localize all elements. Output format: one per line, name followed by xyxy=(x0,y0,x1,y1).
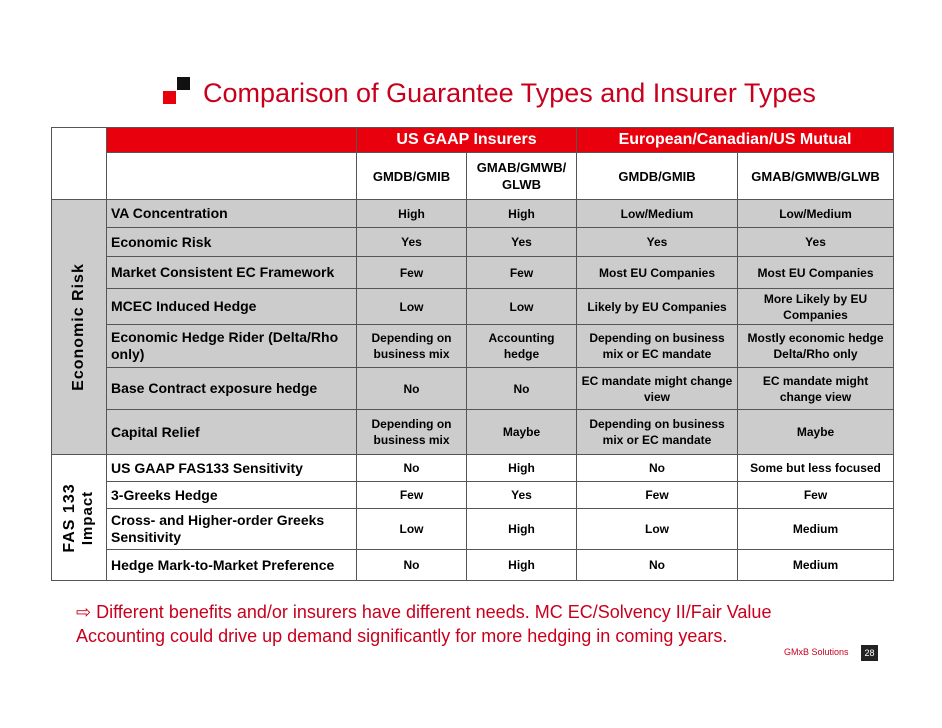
cell: Depending on business mix or EC mandate xyxy=(577,410,738,455)
corner-cell xyxy=(52,128,107,200)
subheader-blank xyxy=(107,153,357,200)
subheader-col3: GMDB/GMIB xyxy=(577,153,738,200)
page-title: Comparison of Guarantee Types and Insurer Types xyxy=(203,78,816,108)
cell: Likely by EU Companies xyxy=(577,289,738,325)
cell: High xyxy=(467,200,577,228)
cell: Some but less focused xyxy=(738,455,894,482)
table-row xyxy=(52,368,894,410)
cell: High xyxy=(467,455,577,482)
row-label: Economic Risk xyxy=(107,228,357,257)
row-label: US GAAP FAS133 Sensitivity xyxy=(107,455,357,482)
row-label: Economic Hedge Rider (Delta/Rho only) xyxy=(107,325,357,368)
cell: More Likely by EU Companies xyxy=(738,289,894,325)
cell: Yes xyxy=(738,228,894,257)
cell: Medium xyxy=(738,550,894,581)
cell: Few xyxy=(738,482,894,509)
footnote xyxy=(76,600,856,648)
table-row xyxy=(52,257,894,289)
table-row xyxy=(52,509,894,550)
cell: Depending on business mix xyxy=(357,325,467,368)
cell: Yes xyxy=(357,228,467,257)
cell: Maybe xyxy=(738,410,894,455)
logo-icon xyxy=(163,77,193,107)
cell: No xyxy=(577,550,738,581)
section-economic-risk xyxy=(52,200,107,455)
brand-label: GMxB Solutions xyxy=(784,647,849,657)
cell: Low xyxy=(357,289,467,325)
table-row xyxy=(52,455,894,482)
cell: Low/Medium xyxy=(577,200,738,228)
section-label-fas133: FAS 133 Impact xyxy=(61,482,96,553)
cell: Yes xyxy=(467,228,577,257)
cell: Depending on business mix xyxy=(357,410,467,455)
table-row xyxy=(52,482,894,509)
table-row xyxy=(52,200,894,228)
header-blank xyxy=(107,128,357,153)
group-header-us-gaap: US GAAP Insurers xyxy=(357,128,577,153)
cell: Few xyxy=(577,482,738,509)
cell: High xyxy=(467,509,577,550)
row-label: Hedge Mark-to-Market Preference xyxy=(107,550,357,581)
row-label: Cross- and Higher-order Greeks Sensitivity xyxy=(107,509,357,550)
row-label: Capital Relief xyxy=(107,410,357,455)
subheader-col1: GMDB/GMIB xyxy=(357,153,467,200)
cell: Yes xyxy=(467,482,577,509)
cell: High xyxy=(467,550,577,581)
row-label: Market Consistent EC Framework xyxy=(107,257,357,289)
cell: No xyxy=(357,455,467,482)
cell: Mostly economic hedge Delta/Rho only xyxy=(738,325,894,368)
cell: Yes xyxy=(577,228,738,257)
subheader-col4: GMAB/GMWB/GLWB xyxy=(738,153,894,200)
row-label: 3-Greeks Hedge xyxy=(107,482,357,509)
cell: Accounting hedge xyxy=(467,325,577,368)
subheader-col2: GMAB/GMWB/ GLWB xyxy=(467,153,577,200)
table-row xyxy=(52,410,894,455)
cell: EC mandate might change view xyxy=(738,368,894,410)
group-header-european: European/Canadian/US Mutual xyxy=(577,128,894,153)
cell: Low/Medium xyxy=(738,200,894,228)
row-label: VA Concentration xyxy=(107,200,357,228)
cell: Few xyxy=(357,257,467,289)
cell: Most EU Companies xyxy=(738,257,894,289)
cell: Depending on business mix or EC mandate xyxy=(577,325,738,368)
cell: No xyxy=(357,368,467,410)
cell: Low xyxy=(577,509,738,550)
cell: Low xyxy=(467,289,577,325)
cell: No xyxy=(467,368,577,410)
cell: Few xyxy=(467,257,577,289)
cell: EC mandate might change view xyxy=(577,368,738,410)
arrow-right-icon: ⇨ xyxy=(76,602,92,622)
row-label: Base Contract exposure hedge xyxy=(107,368,357,410)
cell: Few xyxy=(357,482,467,509)
table-row xyxy=(52,550,894,581)
footnote-text: Different benefits and/or insurers have different needs. MC EC/Solvency II/Fair Value Accounting could drive up demand significantly for more hedging in coming years. xyxy=(76,602,772,646)
section-label-economic: Economic Risk xyxy=(70,263,87,391)
comparison-table xyxy=(51,127,894,581)
cell: Most EU Companies xyxy=(577,257,738,289)
cell: No xyxy=(577,455,738,482)
cell: No xyxy=(357,550,467,581)
page-number: 28 xyxy=(861,645,878,661)
cell: Maybe xyxy=(467,410,577,455)
cell: Medium xyxy=(738,509,894,550)
section-fas133-impact xyxy=(52,455,107,581)
cell: High xyxy=(357,200,467,228)
table-row xyxy=(52,228,894,257)
table-row xyxy=(52,325,894,368)
cell: Low xyxy=(357,509,467,550)
table-row xyxy=(52,289,894,325)
row-label: MCEC Induced Hedge xyxy=(107,289,357,325)
